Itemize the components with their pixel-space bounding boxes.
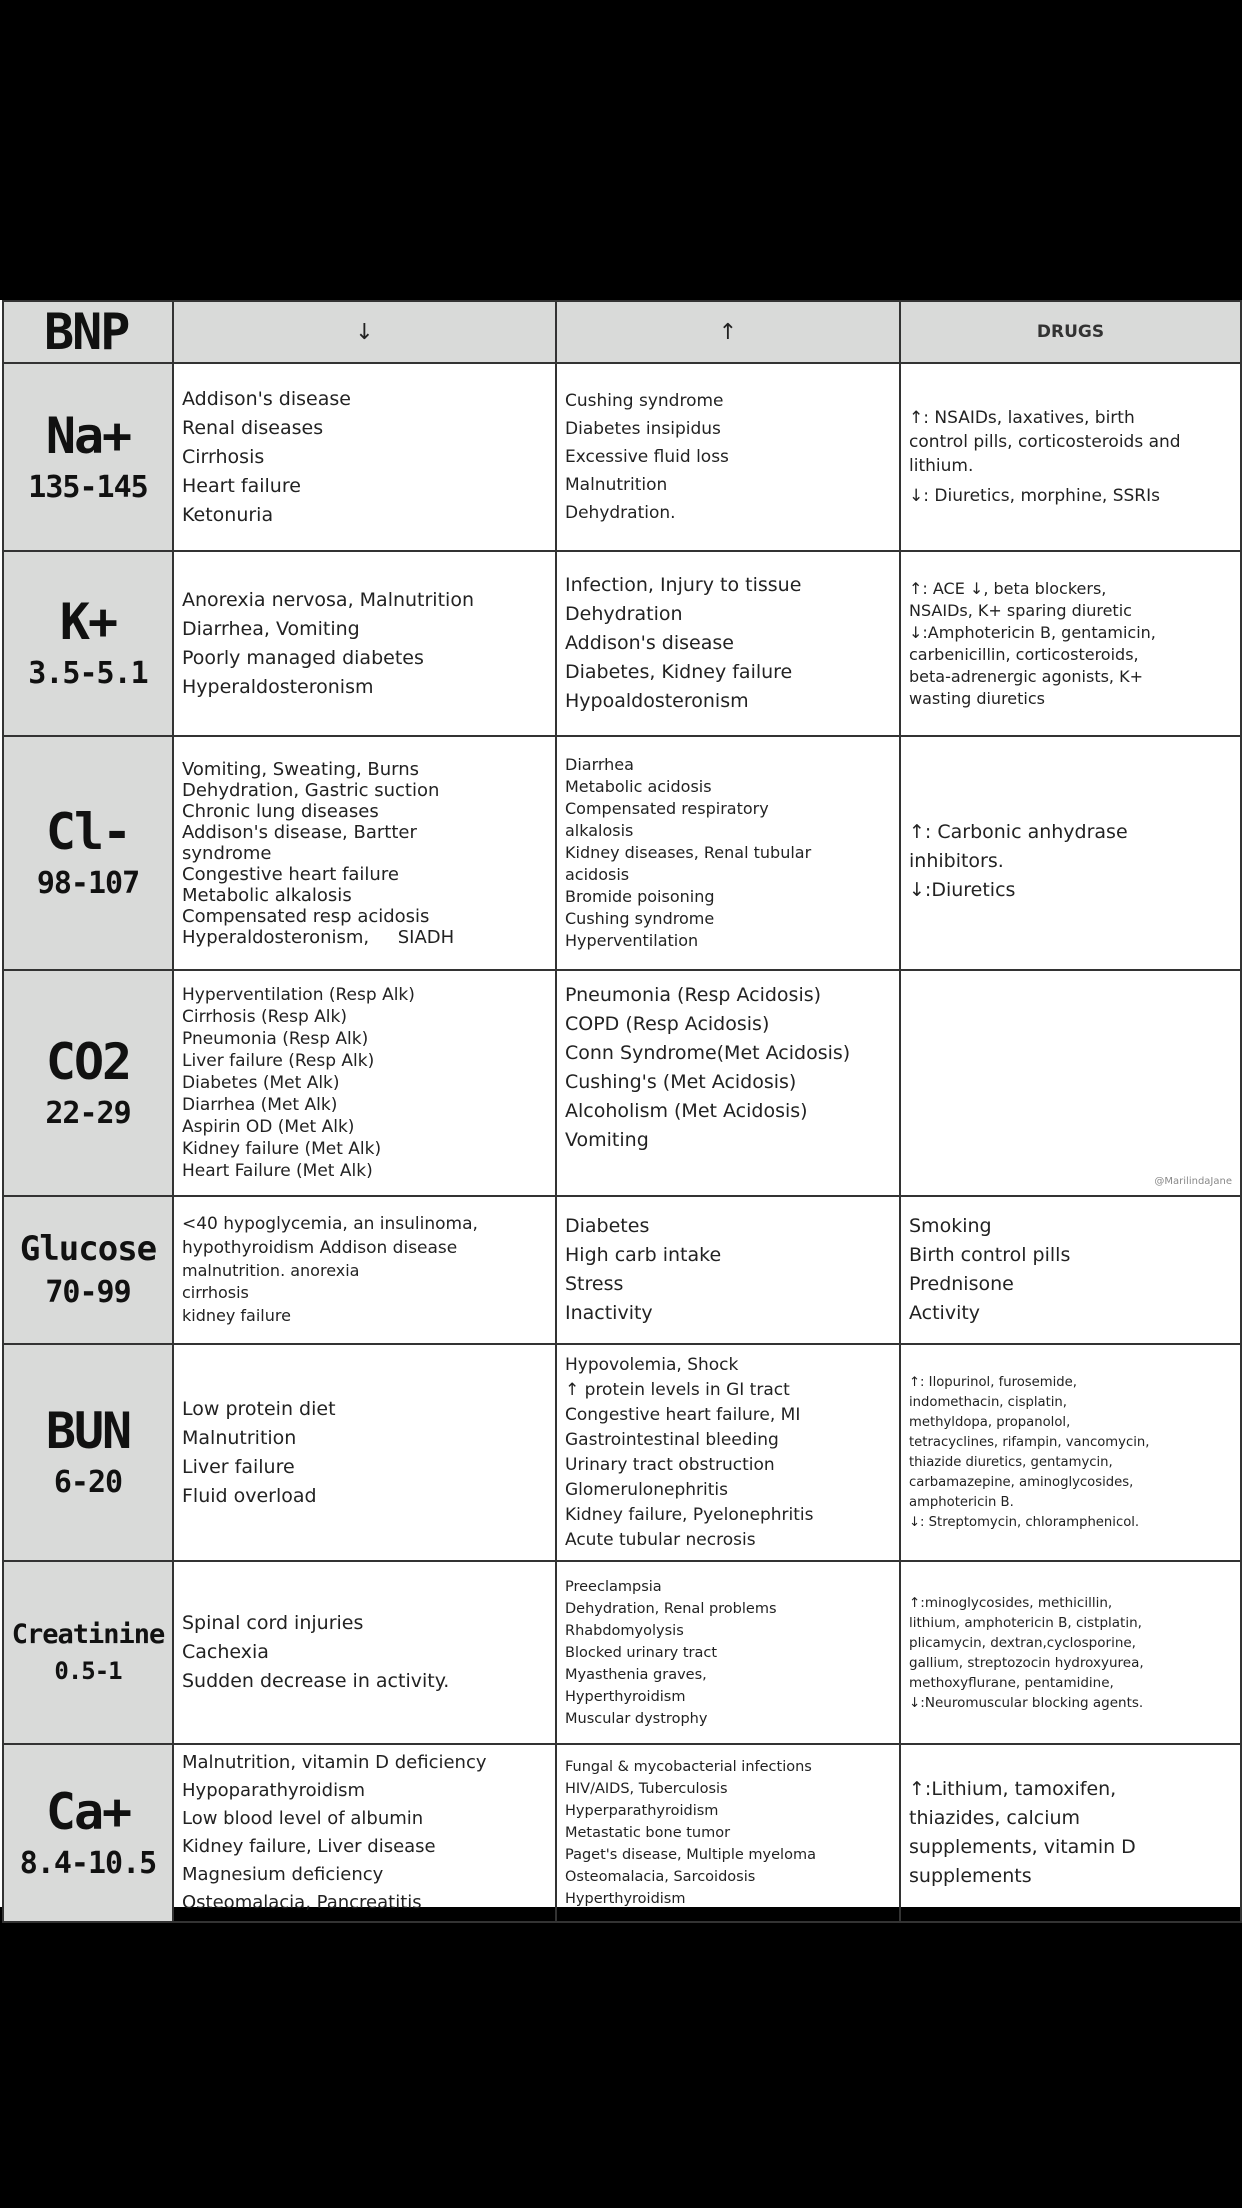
list-item: gallium, streptozocin hydroxyurea, [909, 1654, 1144, 1671]
list-item: Compensated resp acidosis [182, 905, 430, 927]
list-item: Alcoholism (Met Acidosis) [565, 1100, 808, 1122]
list-item: Malnutrition, vitamin D deficiency [182, 1752, 487, 1773]
list-item: Ketonuria [182, 503, 274, 526]
list-item: Cachexia [182, 1641, 269, 1663]
list-item: NSAIDs, K+ sparing diuretic [909, 600, 1132, 620]
row-chloride [3, 736, 1241, 970]
list-item: Chronic lung diseases [182, 800, 379, 822]
list-item: Cushing's (Met Acidosis) [565, 1071, 797, 1093]
list-item: ↑:Lithium, tamoxifen, [909, 1778, 1117, 1800]
list-item: Osteomalacia, Pancreatitis [182, 1892, 422, 1913]
list-item: Birth control pills [909, 1244, 1071, 1266]
list-item: Hyperventilation (Resp Alk) [182, 985, 415, 1005]
list-item: Cushing syndrome [565, 909, 715, 928]
decreased-cell [173, 363, 556, 551]
list-item: Malnutrition [182, 1426, 297, 1449]
analyte-label [3, 551, 173, 736]
analyte-name: BUN [45, 1402, 131, 1460]
list-item: methyldopa, propanolol, [909, 1414, 1071, 1430]
list-item: acidosis [565, 865, 630, 884]
list-item: ↓:Diuretics [909, 878, 1016, 901]
list-item: Hyperaldosteronism [182, 675, 374, 698]
list-item: hypothyroidism Addison disease [182, 1238, 458, 1258]
drugs-cell [900, 1196, 1241, 1344]
list-item: Heart Failure (Met Alk) [182, 1161, 373, 1181]
list-item: Magnesium deficiency [182, 1864, 384, 1885]
drugs-cell [900, 1561, 1241, 1744]
list-item: Hypovolemia, Shock [565, 1354, 739, 1375]
list-item: Urinary tract obstruction [565, 1454, 775, 1475]
list-item: carbamazepine, aminoglycosides, [909, 1474, 1134, 1490]
list-item: Paget's disease, Multiple myeloma [565, 1847, 816, 1863]
list-item: Blocked urinary tract [565, 1644, 718, 1661]
increased-cell [556, 363, 900, 551]
list-item: COPD (Resp Acidosis) [565, 1013, 770, 1035]
list-item: Smoking [909, 1215, 992, 1237]
increased-cell [556, 1744, 900, 1922]
list-item: Dehydration. [565, 503, 676, 523]
row-potassium [3, 551, 1241, 736]
list-item: cirrhosis [182, 1283, 249, 1302]
drugs-cell [900, 1344, 1241, 1561]
list-item: Spinal cord injuries [182, 1612, 364, 1634]
list-item: Hyperthyroidism [565, 1891, 686, 1907]
list-item: beta-adrenergic agonists, K+ [909, 666, 1143, 686]
list-item: ↑ protein levels in GI tract [565, 1379, 790, 1400]
lab-values-chart [0, 300, 1242, 1913]
list-item: Infection, Injury to tissue [565, 574, 802, 596]
list-item: supplements, vitamin D [909, 1836, 1136, 1858]
decreased-cell [173, 1196, 556, 1344]
drugs-header: DRUGS [900, 301, 1241, 363]
list-item: kidney failure [182, 1306, 291, 1325]
list-item: Kidney failure, Liver disease [182, 1836, 436, 1857]
row-sodium [3, 363, 1241, 551]
list-item: Activity [909, 1302, 981, 1324]
list-item: Hyperventilation [565, 931, 699, 950]
list-item: Metabolic acidosis [565, 777, 712, 796]
list-item: Diabetes [565, 1215, 650, 1237]
list-item: supplements [909, 1865, 1032, 1887]
list-item: lithium, amphotericin B, cistplatin, [909, 1614, 1142, 1631]
list-item: Hyperthyroidism [565, 1688, 686, 1705]
list-item: Myasthenia graves, [565, 1666, 707, 1683]
list-item: Renal diseases [182, 416, 324, 439]
list-item: ↓: Diuretics, morphine, SSRIs [909, 486, 1160, 506]
analyte-name: Ca+ [45, 1782, 131, 1841]
list-item: Inactivity [565, 1302, 653, 1324]
increased-cell [556, 970, 900, 1196]
list-item: Dehydration [565, 603, 683, 625]
list-item: Anorexia nervosa, Malnutrition [182, 588, 474, 611]
list-item: Liver failure (Resp Alk) [182, 1051, 375, 1071]
list-item: malnutrition. anorexia [182, 1261, 360, 1280]
list-item: Hypoaldosteronism [565, 690, 749, 712]
list-item: High carb intake [565, 1244, 722, 1266]
analyte-range: 0.5-1 [54, 1656, 122, 1685]
analyte-range: 70-99 [45, 1274, 131, 1310]
list-item: Aspirin OD (Met Alk) [182, 1117, 355, 1137]
list-item: Diabetes insipidus [565, 419, 721, 439]
list-item: Fungal & mycobacterial infections [565, 1759, 812, 1775]
row-glucose [3, 1196, 1241, 1344]
list-item: Poorly managed diabetes [182, 646, 424, 669]
list-item: Kidney failure (Met Alk) [182, 1139, 382, 1159]
list-item: amphotericin B. [909, 1494, 1014, 1510]
drugs-cell [900, 551, 1241, 736]
decreased-cell [173, 551, 556, 736]
analyte-label [3, 1196, 173, 1344]
list-item: Preeclampsia [565, 1578, 662, 1595]
list-item: Prednisone [909, 1273, 1014, 1295]
list-item: Gastrointestinal bleeding [565, 1429, 779, 1450]
decreased-cell [173, 1561, 556, 1744]
list-item: ↑: Ilopurinol, furosemide, [909, 1374, 1077, 1390]
credit-watermark: @MarilindaJane [1154, 1176, 1232, 1187]
list-item: <40 hypoglycemia, an insulinoma, [182, 1214, 478, 1234]
list-item: Hyperparathyroidism [565, 1803, 719, 1819]
list-item: Low blood level of albumin [182, 1808, 424, 1829]
list-item: carbenicillin, corticosteroids, [909, 644, 1139, 664]
list-item: Congestive heart failure, MI [565, 1404, 801, 1425]
row-creatinine [3, 1561, 1241, 1744]
list-item: Metabolic alkalosis [182, 884, 352, 906]
list-item: wasting diuretics [909, 688, 1045, 708]
analyte-name: Cl- [45, 802, 131, 861]
row-calcium [3, 1744, 1241, 1922]
drugs-cell [900, 1744, 1241, 1922]
analyte-range: 135-145 [28, 469, 148, 505]
list-item: Addison's disease, Bartter [182, 821, 417, 843]
drugs-cell [900, 363, 1241, 551]
list-item: ↓: Streptomycin, chloramphenicol. [909, 1514, 1140, 1530]
list-item: Congestive heart failure [182, 863, 399, 885]
list-item: Muscular dystrophy [565, 1710, 708, 1727]
decreased-cell [173, 970, 556, 1196]
list-item: Malnutrition [565, 475, 668, 495]
list-item: plicamycin, dextran,cyclosporine, [909, 1634, 1136, 1651]
list-item: Cirrhosis (Resp Alk) [182, 1007, 348, 1027]
list-item: ↓:Amphotericin B, gentamicin, [909, 622, 1156, 642]
list-item: Diabetes (Met Alk) [182, 1073, 340, 1093]
list-item: Kidney diseases, Renal tubular [565, 843, 812, 862]
list-item: Dehydration, Renal problems [565, 1600, 777, 1617]
list-item: Bromide poisoning [565, 887, 715, 906]
list-item: Fluid overload [182, 1484, 317, 1507]
analyte-range: 6-20 [53, 1465, 123, 1500]
drugs-cell [900, 736, 1241, 970]
header-row [3, 301, 1241, 363]
analyte-name: K+ [59, 593, 117, 651]
list-item: Low protein diet [182, 1397, 336, 1420]
increased-cell [556, 736, 900, 970]
list-item: tetracyclines, rifampin, vancomycin, [909, 1434, 1150, 1450]
list-item: Liver failure [182, 1455, 295, 1478]
list-item: Sudden decrease in activity. [182, 1670, 450, 1692]
analyte-range: 8.4-10.5 [19, 1845, 157, 1881]
list-item: Metastatic bone tumor [565, 1825, 731, 1841]
list-item: Diarrhea (Met Alk) [182, 1095, 338, 1115]
list-item: Excessive fluid loss [565, 447, 729, 467]
increased-header: ↑ [556, 301, 900, 363]
list-item: Kidney failure, Pyelonephritis [565, 1504, 814, 1525]
analyte-label [3, 1561, 173, 1744]
analyte-label [3, 363, 173, 551]
increased-cell [556, 1196, 900, 1344]
list-item: Rhabdomyolysis [565, 1622, 684, 1639]
row-bun [3, 1344, 1241, 1561]
list-item: thiazides, calcium [909, 1807, 1081, 1829]
analyte-range: 22-29 [45, 1095, 131, 1131]
list-item: Glomerulonephritis [565, 1479, 728, 1500]
list-item: Conn Syndrome(Met Acidosis) [565, 1042, 851, 1064]
list-item: Pneumonia (Resp Acidosis) [565, 984, 822, 1006]
list-item: Dehydration, Gastric suction [182, 779, 440, 801]
list-item: Cirrhosis [182, 445, 265, 468]
list-item: Hyperaldosteronism, SIADH [182, 926, 455, 948]
list-item: ↓:Neuromuscular blocking agents. [909, 1694, 1144, 1711]
analyte-name: Creatinine [11, 1618, 165, 1650]
list-item: ↑: NSAIDs, laxatives, birth [909, 408, 1135, 428]
analyte-range: 98-107 [36, 865, 140, 901]
list-item: Addison's disease [565, 632, 734, 654]
analyte-label [3, 1344, 173, 1561]
list-item: thiazide diuretics, gentamycin, [909, 1454, 1113, 1470]
list-item: control pills, corticosteroids and [909, 432, 1181, 452]
list-item: Diarrhea [565, 755, 634, 774]
list-item: Addison's disease [182, 387, 351, 410]
list-item: Cushing syndrome [565, 391, 724, 411]
list-item: inhibitors. [909, 849, 1004, 872]
decreased-header: ↓ [173, 301, 556, 363]
list-item: methoxyflurane, pentamidine, [909, 1674, 1114, 1691]
list-item: alkalosis [565, 821, 634, 840]
list-item: Pneumonia (Resp Alk) [182, 1029, 369, 1049]
analyte-label [3, 736, 173, 970]
list-item: Stress [565, 1273, 624, 1295]
analyte-label [3, 1744, 173, 1922]
decreased-cell [173, 736, 556, 970]
list-item: Hypoparathyroidism [182, 1780, 365, 1801]
list-item: Diarrhea, Vomiting [182, 617, 360, 640]
list-item: Compensated respiratory [565, 799, 769, 818]
list-item: Osteomalacia, Sarcoidosis [565, 1869, 756, 1885]
list-item: Heart failure [182, 474, 301, 497]
list-item: ↑:minoglycosides, methicillin, [909, 1594, 1113, 1611]
analyte-name: Na+ [45, 406, 131, 465]
list-item: ↑: ACE ↓, beta blockers, [909, 578, 1107, 598]
list-item: HIV/AIDS, Tuberculosis [565, 1781, 728, 1797]
list-item: Diabetes, Kidney failure [565, 661, 793, 683]
decreased-cell [173, 1344, 556, 1561]
list-item: Vomiting, Sweating, Burns [182, 758, 420, 780]
analyte-name: CO2 [45, 1032, 131, 1091]
list-item: Acute tubular necrosis [565, 1529, 756, 1550]
list-item: lithium. [909, 456, 974, 476]
lab-values-table [2, 300, 1242, 1923]
list-item: Vomiting [565, 1129, 649, 1151]
increased-cell [556, 1344, 900, 1561]
analyte-label [3, 970, 173, 1196]
decreased-cell [173, 1744, 556, 1922]
list-item: indomethacin, cisplatin, [909, 1394, 1067, 1410]
row-co2 [3, 970, 1241, 1196]
increased-cell [556, 1561, 900, 1744]
list-item: ↑: Carbonic anhydrase [909, 820, 1128, 843]
analyte-name: Glucose [19, 1228, 157, 1269]
list-item: syndrome [182, 842, 272, 864]
table-title: BNP [3, 301, 173, 363]
increased-cell [556, 551, 900, 736]
drugs-cell [900, 970, 1241, 1196]
analyte-range: 3.5-5.1 [28, 656, 148, 691]
